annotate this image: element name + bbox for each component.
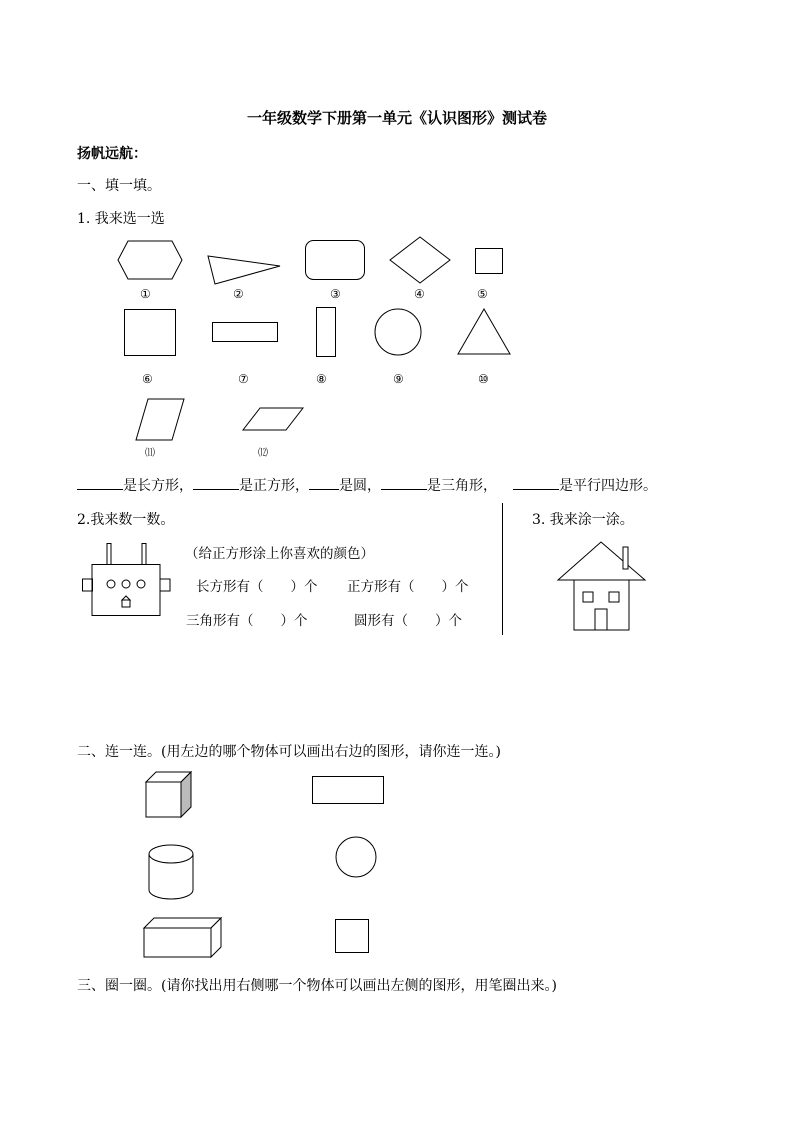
triangle-icon xyxy=(207,253,281,285)
section1-heading: 一、填一填。 xyxy=(77,178,161,194)
q2-instruction: （给正方形涂上你喜欢的颜色） xyxy=(185,546,374,562)
square-icon xyxy=(124,309,176,356)
shape-label-9: ⑨ xyxy=(393,372,404,386)
page-title: 一年级数学下册第一单元《认识图形》测试卷 xyxy=(246,109,547,127)
rectangle-icon xyxy=(316,307,336,357)
robot-figure xyxy=(82,543,174,617)
answer-blank-rectangle[interactable] xyxy=(77,475,123,490)
circle-icon xyxy=(374,308,422,356)
rectangle-shape[interactable] xyxy=(312,776,384,804)
square-count: 正方形有（ ）个 xyxy=(347,579,469,595)
shape-label-5: ⑤ xyxy=(477,287,488,301)
parallelogram-icon xyxy=(135,398,185,441)
answer-blank-circle[interactable] xyxy=(309,475,339,490)
house-figure xyxy=(557,541,647,632)
q1-heading: 1. 我来选一选 xyxy=(77,211,165,227)
section2-heading: 二、连一连。(用左边的哪个物体可以画出右边的图形，请你连一连。) xyxy=(77,744,501,760)
shape-label-11: ⑾ xyxy=(145,448,155,459)
shape-label-3: ③ xyxy=(330,287,341,301)
shape-label-7: ⑦ xyxy=(238,372,249,386)
answer-blank-triangle[interactable] xyxy=(381,475,427,490)
shape-label-1: ① xyxy=(140,287,151,301)
q2-heading: 2.我来数一数。 xyxy=(77,512,175,528)
shape-label-8: ⑧ xyxy=(316,372,327,386)
circle-shape[interactable] xyxy=(335,836,377,878)
shape-label-4: ④ xyxy=(414,287,425,301)
cylinder-object[interactable] xyxy=(148,844,194,900)
square-shape[interactable] xyxy=(335,919,369,953)
column-divider xyxy=(502,503,503,635)
section3-heading: 三、圈一圈。(请你找出用右侧哪一个物体可以画出左侧的图形，用笔圈出来。) xyxy=(77,978,557,994)
triangle-count: 三角形有（ ）个 xyxy=(186,613,308,629)
shape-label-12: ⑿ xyxy=(258,448,268,459)
circle-count: 圆形有（ ）个 xyxy=(354,613,462,629)
subtitle: 扬帆远航： xyxy=(77,146,147,162)
answer-blank-parallelogram[interactable] xyxy=(513,475,559,490)
rhombus-icon xyxy=(389,236,451,284)
parallelogram-icon xyxy=(242,407,304,431)
shape-label-6: ⑥ xyxy=(142,372,153,386)
q1-answer-line: 是长方形， 是正方形， 是圆， 是三角形， 是平行四边形。 xyxy=(77,475,657,495)
q3-heading: 3. 我来涂一涂。 xyxy=(532,512,634,528)
shape-label-10: ⑩ xyxy=(478,372,489,386)
hexagon-icon xyxy=(117,240,183,280)
answer-blank-square[interactable] xyxy=(193,475,239,490)
shape-label-2: ② xyxy=(233,287,244,301)
rounded-rectangle-icon xyxy=(305,240,365,280)
triangle-icon xyxy=(457,308,511,355)
cuboid-object[interactable] xyxy=(143,917,223,959)
cube-object[interactable] xyxy=(144,771,194,819)
rectangle-icon xyxy=(212,322,278,342)
square-icon xyxy=(475,248,503,274)
rect-count: 长方形有（ ）个 xyxy=(196,579,318,595)
